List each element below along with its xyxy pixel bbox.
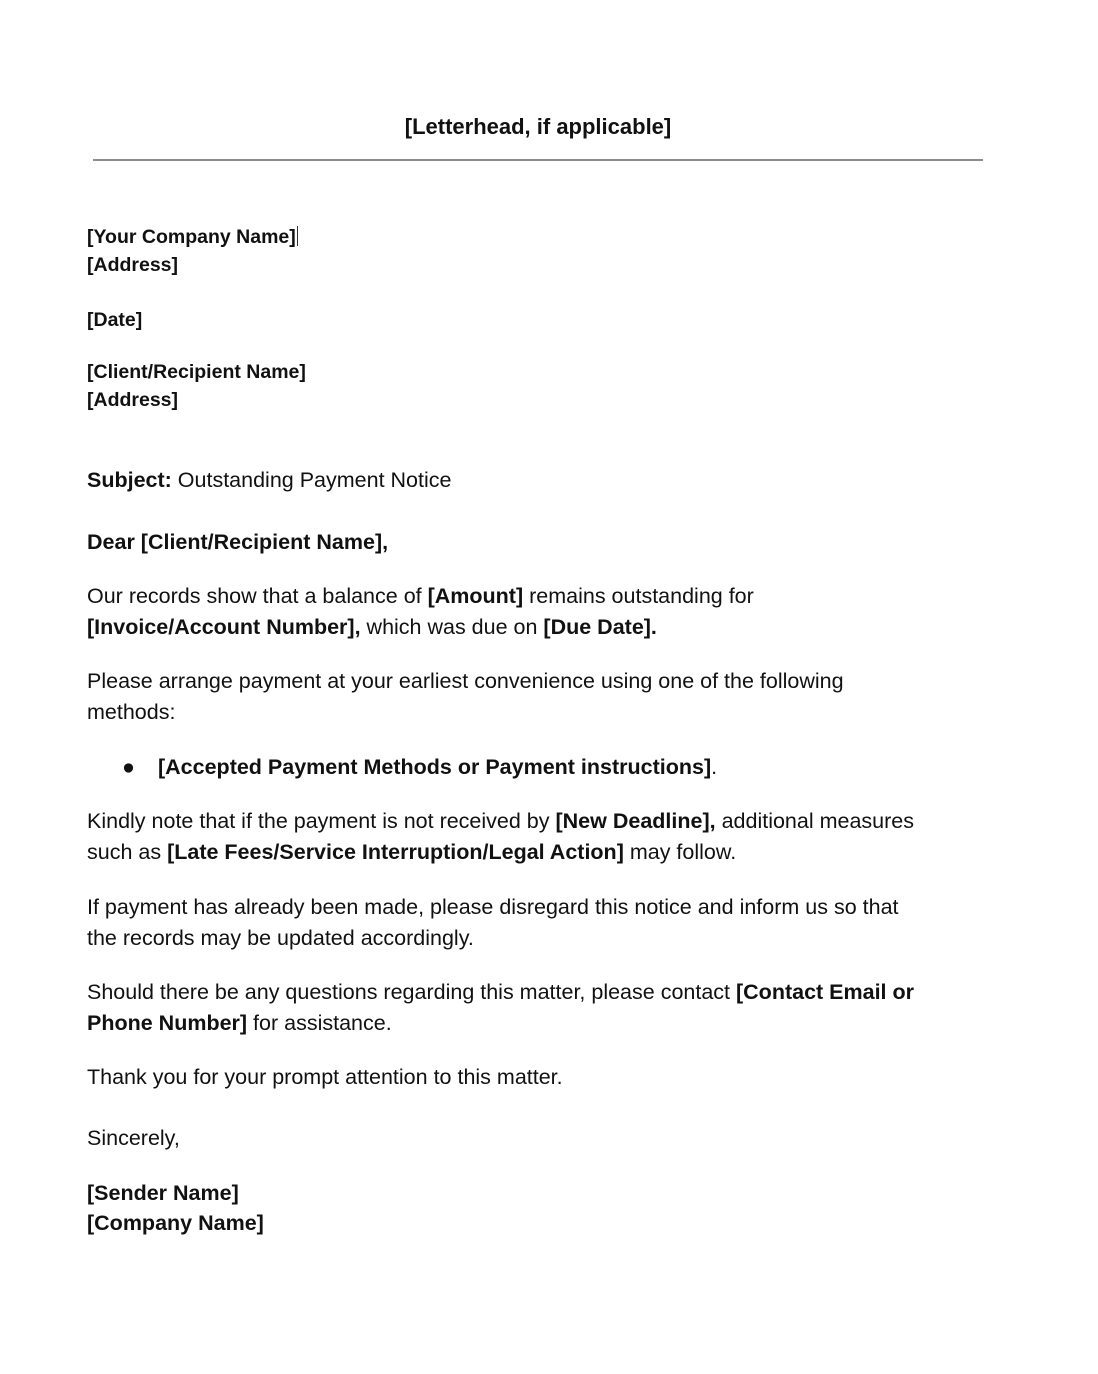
para3-text-1: Kindly note that if the payment is not received by [87,809,556,833]
para3-text-4: may follow. [623,840,737,864]
sender-company: [Your Company Name] [87,226,296,248]
payment-methods-placeholder: [Accepted Payment Methods or Payment instructions] [158,755,712,779]
due-date-placeholder: [Due Date]. [543,615,657,639]
para4-line-1: If payment has already been made, please disregard this notice and inform us so that [87,895,899,919]
subject-label: Subject: [87,468,172,492]
contact-placeholder-1: [Contact Email or [736,980,914,1004]
recipient-name: [Client/Recipient Name] [87,361,306,383]
sender-address: [Address] [87,254,179,276]
sender-company-line[interactable] [87,223,1007,251]
recipient-address: [Address] [87,389,179,411]
paragraph-arrange-payment [87,666,1007,728]
payment-methods-list-item [122,752,717,783]
paragraph-contact [87,977,1007,1039]
paragraph-balance [87,581,1007,643]
contact-placeholder-2: Phone Number] [87,1011,248,1035]
text-cursor [297,226,298,246]
subject-line [87,465,1007,496]
sender-block [87,223,1007,279]
letterhead-title: [Letterhead, if applicable] [404,114,672,139]
para5-text-1: Should there be any questions regarding this matter, please contact [87,980,736,1004]
para3-text-3: such as [87,840,168,864]
para3-text-2: additional measures [715,809,914,833]
recipient-block [87,358,1007,414]
subject-text: Outstanding Payment Notice [171,468,452,492]
para1-text-2: remains outstanding for [523,584,754,608]
signature-block [87,1178,1007,1238]
signature-company: [Company Name] [87,1211,264,1235]
deadline-placeholder: [New Deadline], [555,809,716,833]
para5-text-2: for assistance. [247,1011,392,1035]
signature-sender: [Sender Name] [87,1181,239,1205]
invoice-placeholder: [Invoice/Account Number], [87,615,361,639]
date-line: [Date] [87,309,143,331]
amount-placeholder: [Amount] [427,584,524,608]
greeting: Dear [Client/Recipient Name], [87,530,389,554]
para1-text-1: Our records show that a balance of [87,584,428,608]
bullet-icon: ● [122,755,135,779]
consequence-placeholder: [Late Fees/Service Interruption/Legal Action] [167,840,624,864]
paragraph-deadline [87,806,1007,868]
para4-line-2: the records may be updated accordingly. [87,926,474,950]
para2-line-1: Please arrange payment at your earliest convenience using one of the following [87,669,844,693]
closing: Sincerely, [87,1126,180,1150]
bullet-tail: . [711,755,718,779]
para2-line-2: methods: [87,700,176,724]
paragraph-already-paid [87,892,1007,954]
letterhead-divider [93,159,983,161]
para1-text-3: which was due on [360,615,544,639]
paragraph-thanks: Thank you for your prompt attention to this matter. [87,1065,563,1089]
